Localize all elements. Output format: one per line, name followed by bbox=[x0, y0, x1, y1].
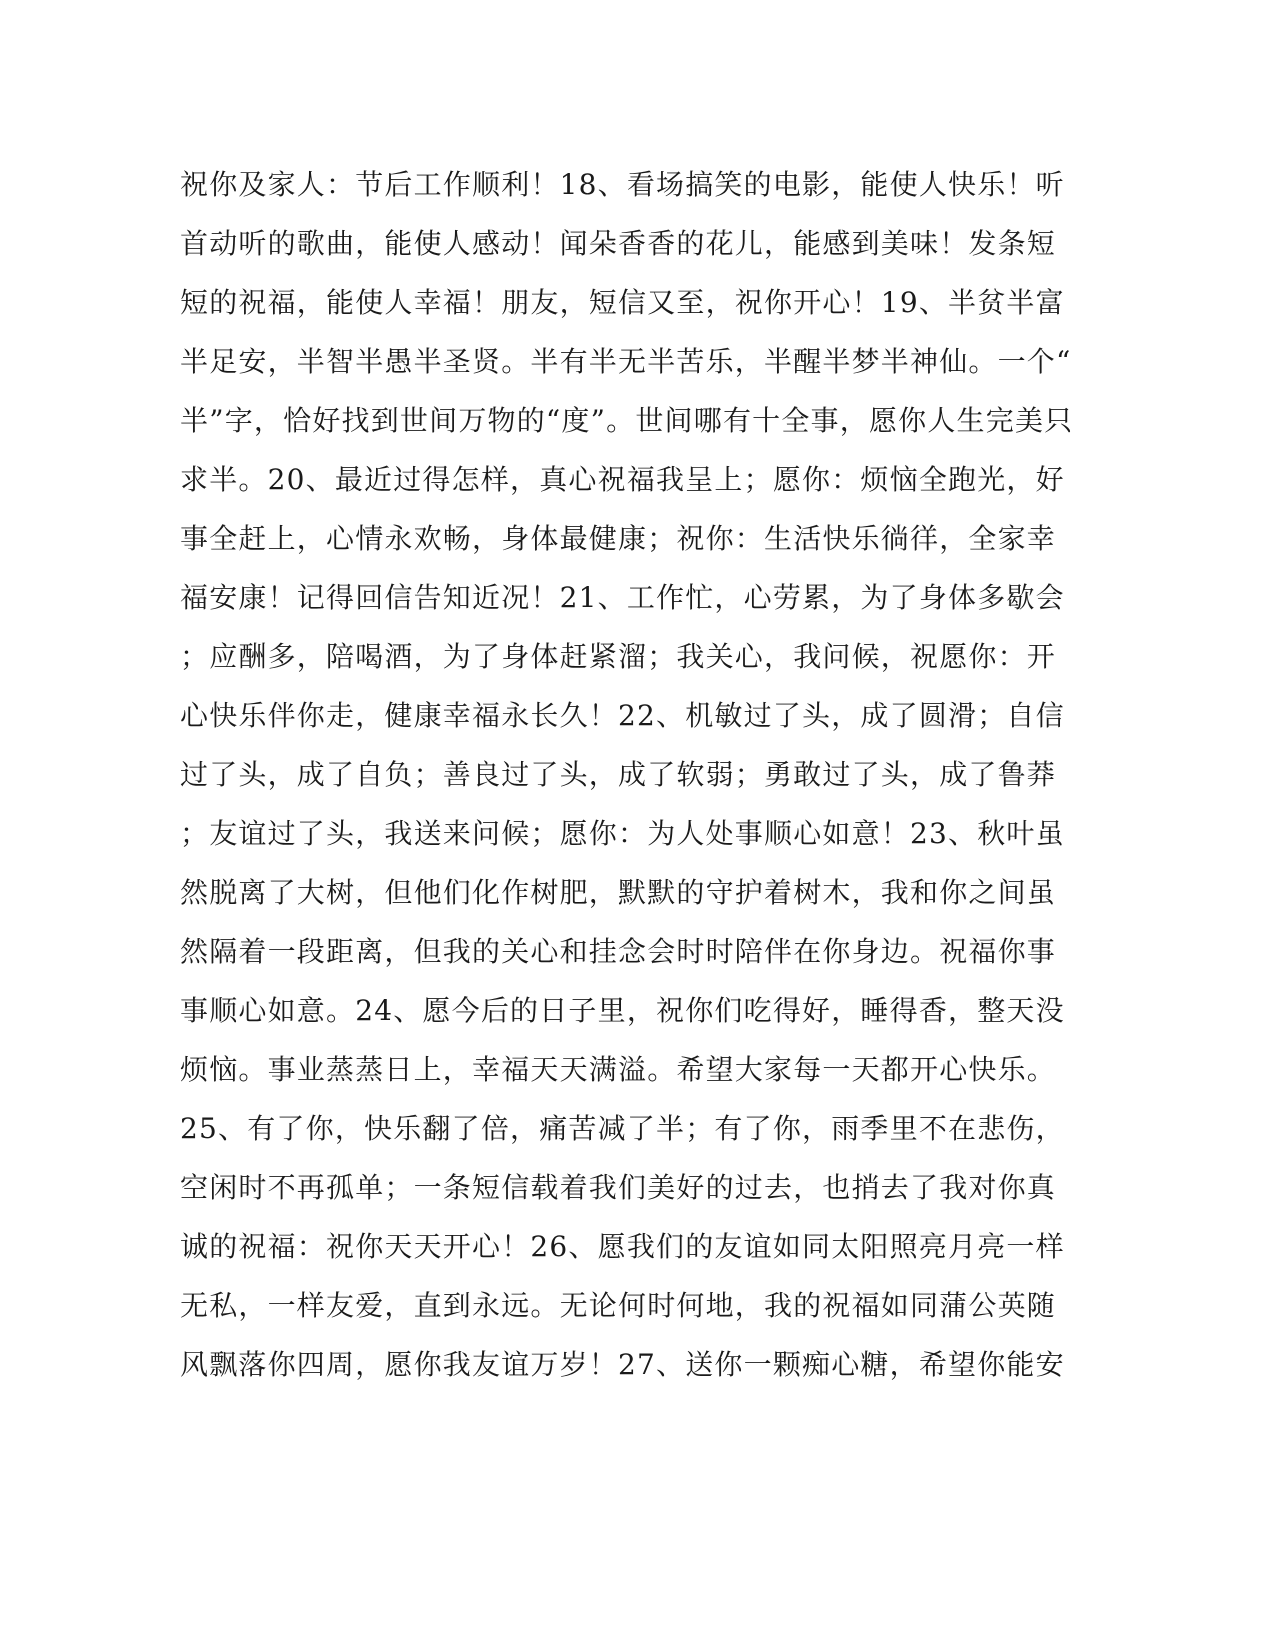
text-line: 首动听的歌曲，能使人感动！闻朵香香的花儿，能感到美味！发条短 bbox=[180, 227, 1057, 260]
text-line: ；友谊过了头，我送来问候；愿你：为人处事顺心如意！23、秋叶虽 bbox=[180, 817, 1065, 850]
text-line: 求半。20、最近过得怎样，真心祝福我呈上；愿你：烦恼全跑光，好 bbox=[180, 463, 1065, 496]
text-line: 风飘落你四周，愿你我友谊万岁！27、送你一颗痴心糖，希望你能安 bbox=[180, 1348, 1065, 1381]
text-line: 短的祝福，能使人幸福！朋友，短信又至，祝你开心！19、半贫半富 bbox=[180, 286, 1065, 319]
text-line: 过了头，成了自负；善良过了头，成了软弱；勇敢过了头，成了鲁莽 bbox=[180, 758, 1057, 791]
text-line: 心快乐伴你走，健康幸福永长久！22、机敏过了头，成了圆滑；自信 bbox=[180, 699, 1065, 732]
text-line: 半足安，半智半愚半圣贤。半有半无半苦乐，半醒半梦半神仙。一个“ bbox=[180, 345, 1072, 378]
text-line: 事全赶上，心情永欢畅，身体最健康；祝你：生活快乐徜徉，全家幸 bbox=[180, 522, 1057, 555]
text-line: 诚的祝福：祝你天天开心！26、愿我们的友谊如同太阳照亮月亮一样 bbox=[180, 1230, 1065, 1263]
text-line: 半”字，恰好找到世间万物的“度”。世间哪有十全事，愿你人生完美只 bbox=[180, 404, 1074, 437]
text-line: 福安康！记得回信告知近况！21、工作忙，心劳累，为了身体多歇会 bbox=[180, 581, 1065, 614]
body-text bbox=[180, 155, 1074, 1394]
text-line: 然脱离了大树，但他们化作树肥，默默的守护着树木，我和你之间虽 bbox=[180, 876, 1057, 909]
text-line: 25、有了你，快乐翻了倍，痛苦减了半；有了你，雨季里不在悲伤， bbox=[180, 1112, 1065, 1145]
text-line: 祝你及家人：节后工作顺利！18、看场搞笑的电影，能使人快乐！听 bbox=[180, 168, 1065, 201]
text-line: 事顺心如意。24、愿今后的日子里，祝你们吃得好，睡得香，整天没 bbox=[180, 994, 1065, 1027]
text-line: 然隔着一段距离，但我的关心和挂念会时时陪伴在你身边。祝福你事 bbox=[180, 935, 1057, 968]
text-line: ；应酬多，陪喝酒，为了身体赶紧溜；我关心，我问候，祝愿你：开 bbox=[180, 640, 1057, 673]
text-line: 无私，一样友爱，直到永远。无论何时何地，我的祝福如同蒲公英随 bbox=[180, 1289, 1057, 1322]
text-line: 烦恼。事业蒸蒸日上，幸福天天满溢。希望大家每一天都开心快乐。 bbox=[180, 1053, 1057, 1086]
text-line: 空闲时不再孤单；一条短信载着我们美好的过去，也捎去了我对你真 bbox=[180, 1171, 1057, 1204]
